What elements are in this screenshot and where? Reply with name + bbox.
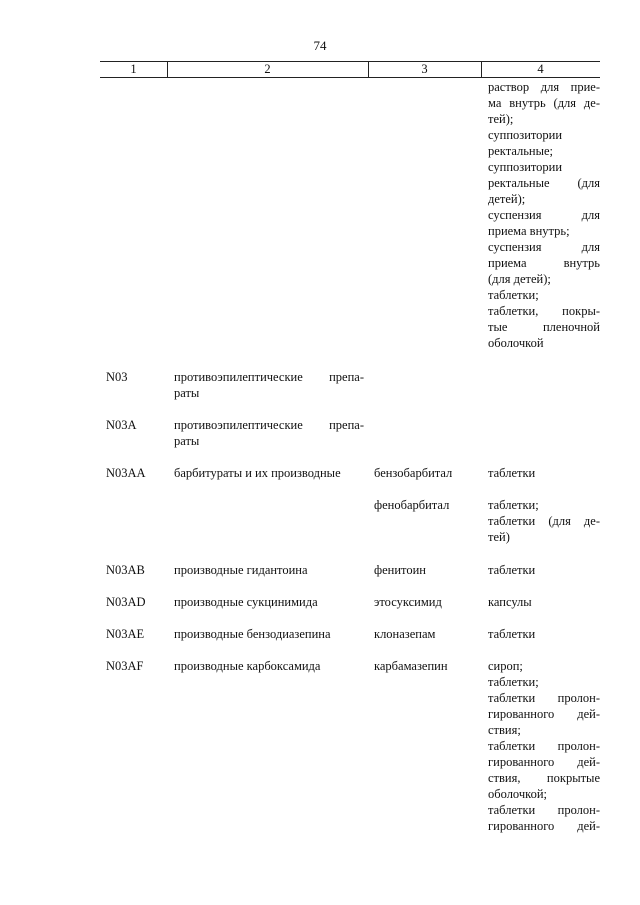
- drug-name: фенобарбитал: [374, 498, 450, 512]
- group-line: производные сукцинимида: [174, 595, 318, 609]
- form-line: ректальные (для: [488, 176, 600, 190]
- form-line: суппозитории: [488, 160, 563, 174]
- form-line: ствия, покрытые: [488, 771, 600, 785]
- form-line: таблетки пролон-: [488, 739, 600, 753]
- form-line: ректальные;: [488, 144, 554, 158]
- form-line: оболочкой: [488, 336, 544, 350]
- form-line: капсулы: [488, 595, 532, 609]
- atc-code: N03AA: [106, 466, 146, 480]
- form-line: тей): [488, 530, 510, 544]
- form-line: суспензия для: [488, 208, 600, 222]
- form-line: сироп;: [488, 659, 523, 673]
- form-line: таблетки: [488, 563, 536, 577]
- atc-code: N03AD: [106, 595, 146, 609]
- atc-code: N03AB: [106, 563, 145, 577]
- atc-code: N03AF: [106, 659, 144, 673]
- atc-group: [174, 562, 364, 578]
- drug-name: фенитоин: [374, 563, 426, 577]
- dosage-forms: [488, 594, 600, 610]
- dosage-forms: [488, 497, 600, 545]
- atc-group: [174, 369, 364, 401]
- table-header: [100, 61, 600, 78]
- form-line: таблетки: [488, 466, 536, 480]
- group-line: барбитураты и их производные: [174, 466, 341, 480]
- form-line: таблетки пролон-: [488, 691, 600, 705]
- form-line: ма внутрь (для де-: [488, 96, 600, 110]
- form-line: ствия;: [488, 723, 521, 737]
- column-header-4: 4: [537, 62, 544, 76]
- atc-group: [174, 626, 364, 642]
- form-line: приема внутрь: [488, 256, 600, 270]
- atc-code: N03AE: [106, 627, 145, 641]
- form-line: таблетки;: [488, 288, 539, 302]
- form-line: тей);: [488, 112, 514, 126]
- group-line: противоэпилептические препа-: [174, 418, 364, 432]
- form-line: раствор для прие-: [488, 80, 600, 94]
- atc-code: N03A: [106, 418, 137, 432]
- drug-name: клоназепам: [374, 627, 436, 641]
- dosage-forms: [488, 562, 600, 578]
- form-line: (для детей);: [488, 272, 551, 286]
- atc-group: [174, 465, 364, 481]
- dosage-forms: [488, 465, 600, 481]
- form-line: детей);: [488, 192, 526, 206]
- form-line: суппозитории: [488, 128, 563, 142]
- dosage-forms: [488, 626, 600, 642]
- group-line: производные бензодиазепина: [174, 627, 331, 641]
- group-line: раты: [174, 386, 200, 400]
- drug-name: бензобарбитал: [374, 466, 453, 480]
- drug-name: карбамазепин: [374, 659, 448, 673]
- form-line: таблетки пролон-: [488, 803, 600, 817]
- form-line: приема внутрь;: [488, 224, 570, 238]
- form-line: оболочкой;: [488, 787, 547, 801]
- atc-group: [174, 658, 364, 674]
- form-line: суспензия для: [488, 240, 600, 254]
- continuation-forms: [488, 79, 600, 351]
- atc-code: N03: [106, 370, 128, 384]
- group-line: производные карбоксамида: [174, 659, 321, 673]
- form-line: гированного дей-: [488, 707, 600, 721]
- form-line: таблетки (для де-: [488, 514, 600, 528]
- column-header-3: 3: [368, 62, 482, 77]
- group-line: производные гидантоина: [174, 563, 308, 577]
- form-line: гированного дей-: [488, 819, 600, 833]
- form-line: таблетки;: [488, 675, 539, 689]
- form-line: таблетки: [488, 627, 536, 641]
- atc-group: [174, 594, 364, 610]
- group-line: противоэпилептические препа-: [174, 370, 364, 384]
- dosage-forms: [488, 658, 600, 834]
- form-line: гированного дей-: [488, 755, 600, 769]
- form-line: таблетки, покры-: [488, 304, 600, 318]
- form-line: тые пленочной: [488, 320, 600, 334]
- drug-name: этосуксимид: [374, 595, 442, 609]
- group-line: раты: [174, 434, 200, 448]
- column-header-2: 2: [167, 62, 369, 77]
- form-line: таблетки;: [488, 498, 539, 512]
- column-header-1: 1: [100, 62, 168, 77]
- atc-group: [174, 417, 364, 449]
- page-number: 74: [313, 38, 327, 53]
